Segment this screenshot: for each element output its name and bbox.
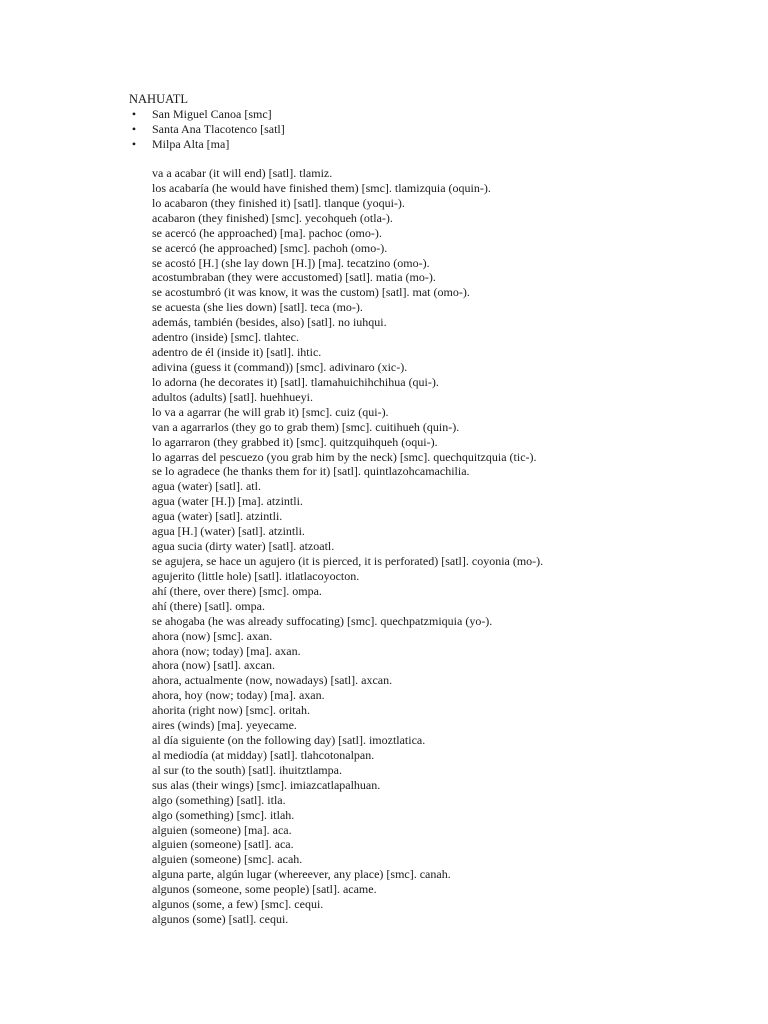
source-list — [129, 107, 285, 152]
dictionary-entry: agua (water) [satl]. atl. — [152, 479, 261, 494]
dictionary-entry: acabaron (they finished) [smc]. yecohqueh (otla-). — [152, 210, 393, 225]
dictionary-entry: alguna parte, algún lugar (whereever, any place) [smc]. canah. — [152, 867, 451, 882]
dictionary-entry: se acuesta (she lies down) [satl]. teca (mo-). — [152, 300, 363, 315]
dictionary-entry: va a acabar (it will end) [satl]. tlamiz. — [152, 166, 333, 180]
dictionary-entry: adentro de él (inside it) [satl]. ihtic. — [152, 345, 322, 360]
dictionary-entry: alguien (someone) [ma]. aca. — [152, 822, 292, 837]
dictionary-entry: acostumbraban (they were accustomed) [satl]. matia (mo-). — [152, 270, 436, 285]
dictionary-entry: alguien (someone) [satl]. aca. — [152, 837, 294, 852]
source-label: Santa Ana Tlacotenco [satl] — [152, 122, 285, 136]
dictionary-entry: ahorita (right now) [smc]. oritah. — [152, 703, 310, 718]
dictionary-entry: algunos (someone, some people) [satl]. acame. — [152, 882, 377, 897]
dictionary-entry: algo (something) [smc]. itlah. — [152, 807, 295, 822]
bullet-icon: • — [131, 137, 137, 151]
dictionary-entry: al sur (to the south) [satl]. ihuitztlampa. — [152, 762, 342, 777]
dictionary-entry: algunos (some) [satl]. cequi. — [152, 912, 289, 927]
bullet-icon: • — [131, 107, 137, 121]
dictionary-entry: agua (water [H.]) [ma]. atzintli. — [152, 494, 303, 509]
dictionary-entry: sus alas (their wings) [smc]. imiazcatlapalhuan. — [152, 777, 381, 792]
dictionary-entry: adivina (guess it (command)) [smc]. adivinaro (xic-). — [152, 359, 408, 374]
dictionary-entry: ahora, actualmente (now, nowadays) [satl]. axcan. — [152, 673, 393, 688]
dictionary-entry: al día siguiente (on the following day) [satl]. imoztlatica. — [152, 733, 426, 748]
dictionary-entry: los acabaría (he would have finished them) [smc]. tlamizquia (oquin-). — [152, 180, 491, 195]
dictionary-entries — [152, 166, 543, 927]
dictionary-entry: al mediodía (at midday) [satl]. tlahcotonalpan. — [152, 747, 375, 762]
dictionary-entry: se acostó [H.] (she lay down [H.]) [ma]. tecatzino (omo-). — [152, 255, 430, 270]
source-label: Milpa Alta [ma] — [152, 137, 230, 151]
dictionary-entry: lo adorna (he decorates it) [satl]. tlamahuichihchihua (qui-). — [152, 374, 439, 389]
dictionary-entry: se acercó (he approached) [ma]. pachoc (omo-). — [152, 225, 382, 240]
dictionary-entry: algunos (some, a few) [smc]. cequi. — [152, 897, 324, 912]
dictionary-entry: lo agarraron (they grabbed it) [smc]. quitzquihqueh (oqui-). — [152, 434, 438, 449]
dictionary-entry: ahora, hoy (now; today) [ma]. axan. — [152, 688, 325, 703]
source-item — [129, 107, 285, 122]
dictionary-entry: se ahogaba (he was already suffocating) [smc]. quechpatzmiquia (yo-). — [152, 613, 493, 628]
dictionary-entry: lo acabaron (they finished it) [satl]. tlanque (yoqui-). — [152, 195, 405, 210]
dictionary-entry: algo (something) [satl]. itla. — [152, 792, 286, 807]
dictionary-entry: además, también (besides, also) [satl]. no iuhqui. — [152, 315, 387, 330]
dictionary-entry: adentro (inside) [smc]. tlahtec. — [152, 330, 299, 345]
dictionary-entry: se acercó (he approached) [smc]. pachoh (omo-). — [152, 240, 388, 255]
dictionary-entry: se lo agradece (he thanks them for it) [satl]. quintlazohcamachilia. — [152, 464, 470, 479]
dictionary-entry: ahora (now) [satl]. axcan. — [152, 658, 275, 673]
dictionary-entry: se acostumbró (it was know, it was the custom) [satl]. mat (omo-). — [152, 285, 470, 300]
dictionary-entry: adultos (adults) [satl]. huehhueyi. — [152, 389, 313, 404]
dictionary-entry: alguien (someone) [smc]. acah. — [152, 852, 303, 867]
dictionary-entry: lo va a agarrar (he will grab it) [smc]. cuiz (qui-). — [152, 404, 389, 419]
dictionary-entry: agua [H.] (water) [satl]. atzintli. — [152, 524, 305, 539]
source-label: San Miguel Canoa [smc] — [152, 107, 272, 121]
dictionary-entry: ahí (there) [satl]. ompa. — [152, 598, 265, 613]
dictionary-entry: agujerito (little hole) [satl]. itlatlacoyocton. — [152, 568, 360, 583]
bullet-icon: • — [131, 122, 137, 136]
dictionary-entry: agua sucia (dirty water) [satl]. atzoatl. — [152, 539, 335, 554]
source-item — [129, 122, 285, 137]
dictionary-entry: se agujera, se hace un agujero (it is pierced, it is perforated) [satl]. coyonia (mo-). — [152, 553, 544, 568]
dictionary-entry: van a agarrarlos (they go to grab them) [smc]. cuitihueh (quin-). — [152, 419, 460, 434]
dictionary-entry: lo agarras del pescuezo (you grab him by the neck) [smc]. quechquitzquia (tic-). — [152, 449, 537, 464]
dictionary-entry: ahí (there, over there) [smc]. ompa. — [152, 583, 322, 598]
source-item — [129, 137, 285, 152]
dictionary-entry: aires (winds) [ma]. yeyecame. — [152, 718, 297, 733]
document-title: NAHUATL — [129, 92, 189, 106]
dictionary-entry: ahora (now; today) [ma]. axan. — [152, 643, 301, 658]
dictionary-entry: ahora (now) [smc]. axan. — [152, 628, 273, 643]
dictionary-entry: agua (water) [satl]. atzintli. — [152, 509, 283, 524]
